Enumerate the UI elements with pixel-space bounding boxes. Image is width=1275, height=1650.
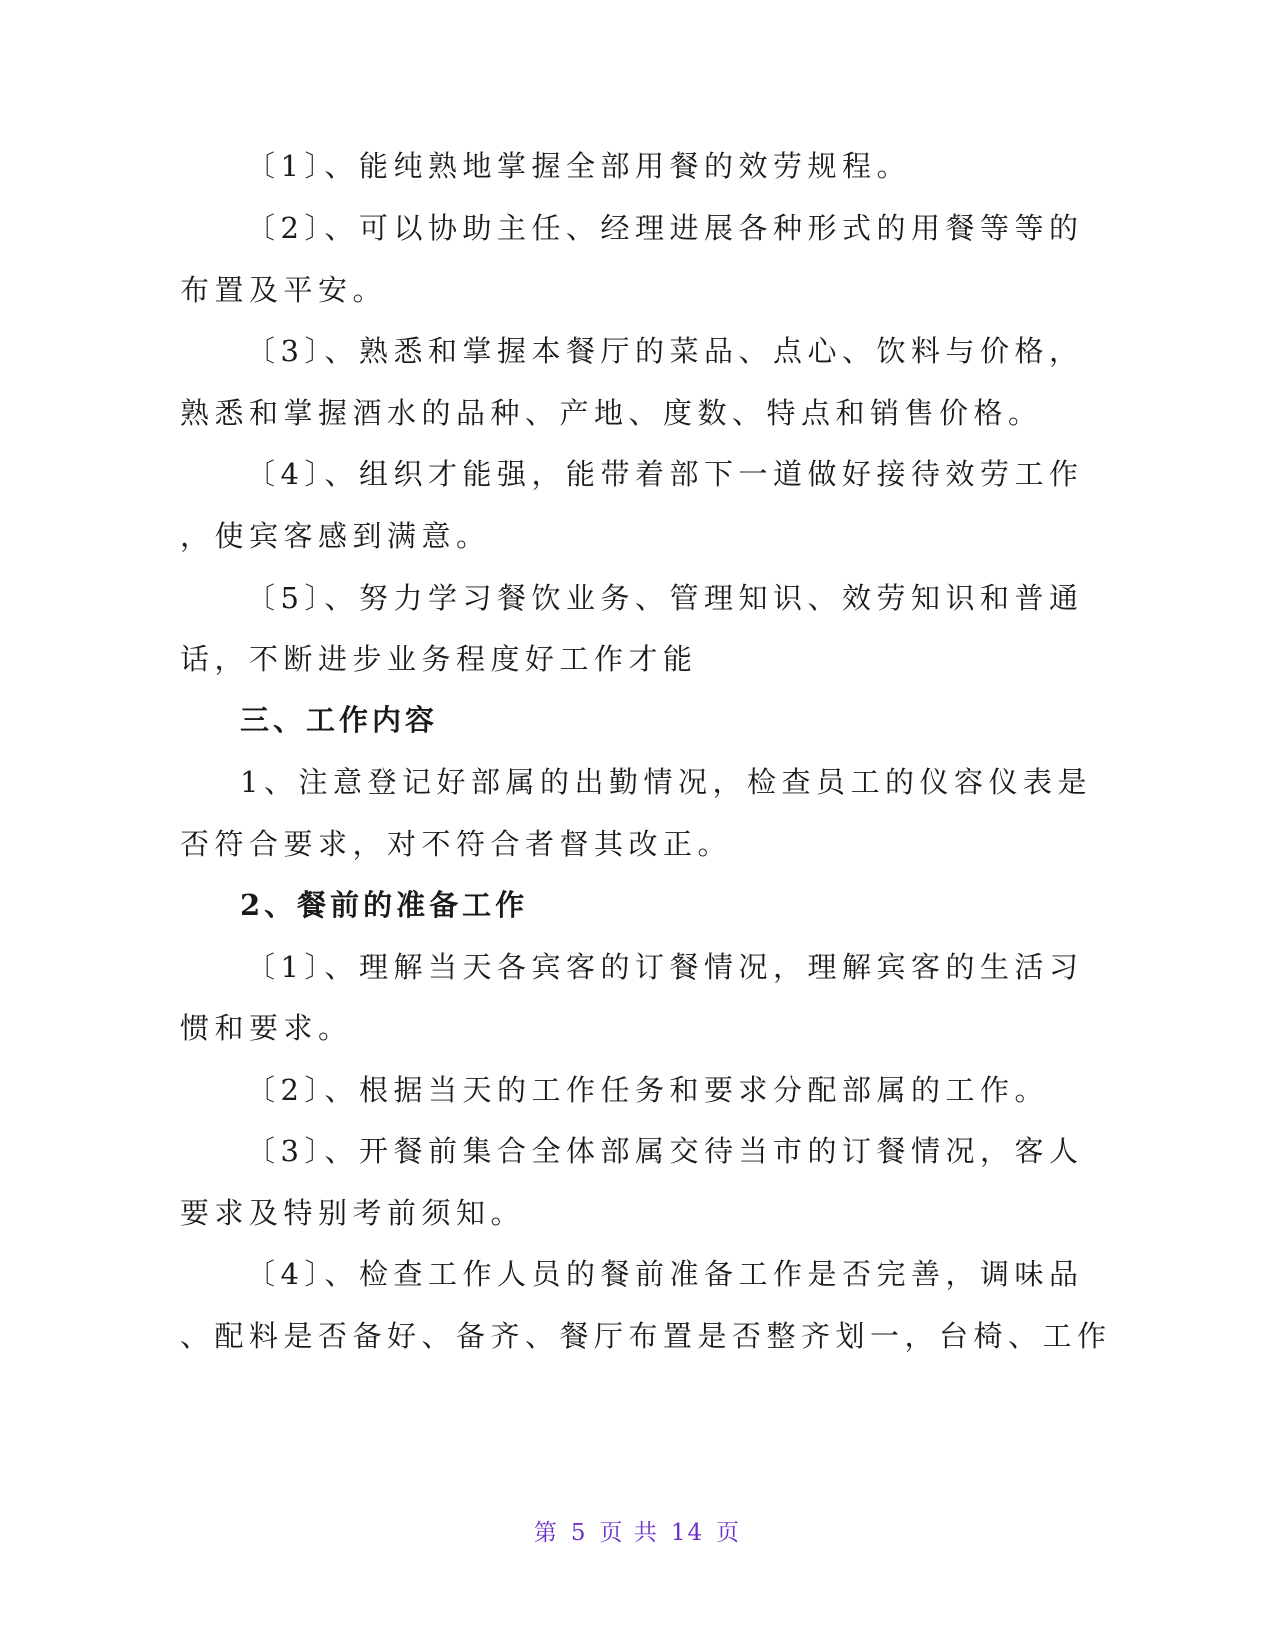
paragraph-line: 惯和要求。 [180,1011,353,1045]
subsection-heading: 2、餐前的准备工作 [240,888,529,922]
paragraph-line: 〔2〕、可以协助主任、经理进展各种形式的用餐等等的 [246,211,1084,245]
total-pages: 14 [670,1520,705,1546]
paragraph-line: 〔4〕、检查工作人员的餐前准备工作是否完善，调味品 [246,1257,1084,1291]
paragraph-line: 〔3〕、熟悉和掌握本餐厅的菜品、点心、饮料与价格， [246,334,1084,368]
footer-mid: 页 共 [599,1520,659,1546]
page-footer [0,1518,1275,1548]
paragraph-line: 要求及特别考前须知。 [180,1196,526,1230]
paragraph-line: 〔3〕、开餐前集合全体部属交待当市的订餐情况，客人 [246,1134,1084,1168]
paragraph-line: 话，不断进步业务程度好工作才能 [180,642,698,676]
paragraph-line: 〔1〕、能纯熟地掌握全部用餐的效劳规程。 [246,149,911,183]
paragraph-line: 〔4〕、组织才能强，能带着部下一道做好接待效劳工作 [246,457,1084,491]
paragraph-line: 、配料是否备好、备齐、餐厅布置是否整齐划一，台椅、工作 [180,1319,1112,1353]
paragraph-line: 熟悉和掌握酒水的品种、产地、度数、特点和销售价格。 [180,396,1043,430]
paragraph-line: 〔1〕、理解当天各宾客的订餐情况，理解宾客的生活习 [246,950,1084,984]
paragraph-line: ，使宾客感到满意。 [180,519,491,553]
paragraph-line: 布置及平安。 [180,273,388,307]
paragraph-line: 1、注意登记好部属的出勤情况，检查员工的仪容仪表是 [240,765,1092,799]
paragraph-line: 〔2〕、根据当天的工作任务和要求分配部属的工作。 [246,1073,1049,1107]
section-heading: 三、工作内容 [240,703,439,737]
footer-prefix: 第 [533,1520,559,1546]
page-number: 5 [570,1520,588,1546]
paragraph-line: 否符合要求，对不符合者督其改正。 [180,827,733,861]
paragraph-line: 〔5〕、努力学习餐饮业务、管理知识、效劳知识和普通 [246,581,1084,615]
footer-suffix: 页 [716,1520,742,1546]
